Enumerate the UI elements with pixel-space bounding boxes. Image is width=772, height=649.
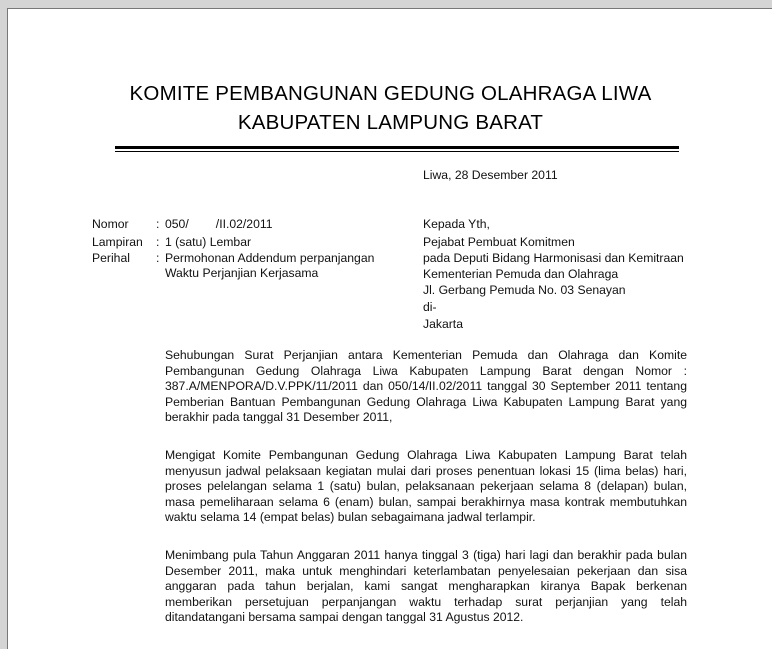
body-paragraph-3	[165, 548, 687, 626]
recipient-line6: di-	[423, 300, 437, 314]
lampiran-colon: :	[156, 235, 160, 249]
recipient-line4: Kementerian Pemuda dan Olahraga	[423, 267, 619, 281]
body-paragraph-1	[165, 348, 687, 426]
body-paragraph-1-text: Sehubungan Surat Perjanjian antara Kementerian Pemuda dan Olahraga dan Komite Pembangunan Gedung Olahraga Liwa Kabupaten Lampung Barat dengan Nomor : 387.A/MENPORA/D.V.PPK/11/2011 dan 050/14/II.02/2011 tanggal 30 September 2011 tentang Pemberian Bantuan Pembangunan Gedung Olahraga Liwa Kabupaten Lampung Barat yang berakhir pada tanggal 31 Desember 2011,	[165, 348, 687, 424]
recipient-line1: Kepada Yth,	[423, 217, 490, 231]
body-paragraph-2-text: Mengigat Komite Pembangunan Gedung Olahraga Liwa Kabupaten Lampung Barat telah menyusun jadwal pelaksaan kegiatan mulai dari proses penentuan lokasi 15 (lima belas) hari, proses pelelangan selama 1 (satu) bulan, pelaksanaan pekerjaan selama 8 (delapan) bulan, masa pemeliharaan selama 6 (enam) bulan, sampai berakhirnya masa kontrak membutuhkan waktu selama 14 (empat belas) bulan sebagaimana jadwal terlampir.	[165, 448, 687, 524]
lampiran-value: 1 (satu) Lembar	[165, 235, 252, 249]
nomor-value: 050/ /II.02/2011	[165, 217, 273, 231]
letterhead-divider-thick	[115, 146, 679, 149]
nomor-colon: :	[156, 217, 160, 231]
recipient-line5: Jl. Gerbang Pemuda No. 03 Senayan	[423, 283, 626, 297]
letter-date: Liwa, 28 Desember 2011	[423, 168, 558, 182]
recipient-line2: Pejabat Pembuat Komitmen	[423, 235, 575, 249]
recipient-line7: Jakarta	[423, 317, 463, 331]
letterhead-subtitle: KABUPATEN LAMPUNG BARAT	[237, 111, 544, 134]
body-paragraph-3-text: Menimbang pula Tahun Anggaran 2011 hanya tinggal 3 (tiga) hari lagi dan berakhir pada bulan Desember 2011, maka untuk menghindari keterlambatan penyelesaian pekerjaan dan sisa anggaran pada tahun berjalan, kami sangat mengharapkan kiranya Bapak berkenan memberikan persetujuan perpanjangan waktu terhadap surat perjanjian yang telah ditandatangani bersama sampai dengan tanggal 31 Agustus 2012.	[165, 548, 687, 624]
perihal-label: Perihal	[92, 251, 130, 265]
letterhead-title: KOMITE PEMBANGUNAN GEDUNG OLAHRAGA LIWA	[129, 82, 652, 105]
perihal-value-line1: Permohonan Addendum perpanjangan	[165, 251, 375, 265]
recipient-line3: pada Deputi Bidang Harmonisasi dan Kemitraan	[423, 251, 684, 265]
nomor-label: Nomor	[92, 217, 129, 231]
perihal-colon: :	[156, 251, 160, 265]
letterhead-divider-thin	[115, 151, 679, 152]
lampiran-label: Lampiran	[92, 235, 143, 249]
perihal-value-line2: Waktu Perjanjian Kerjasama	[165, 266, 319, 280]
body-paragraph-2	[165, 448, 687, 526]
letter-page	[7, 8, 772, 649]
